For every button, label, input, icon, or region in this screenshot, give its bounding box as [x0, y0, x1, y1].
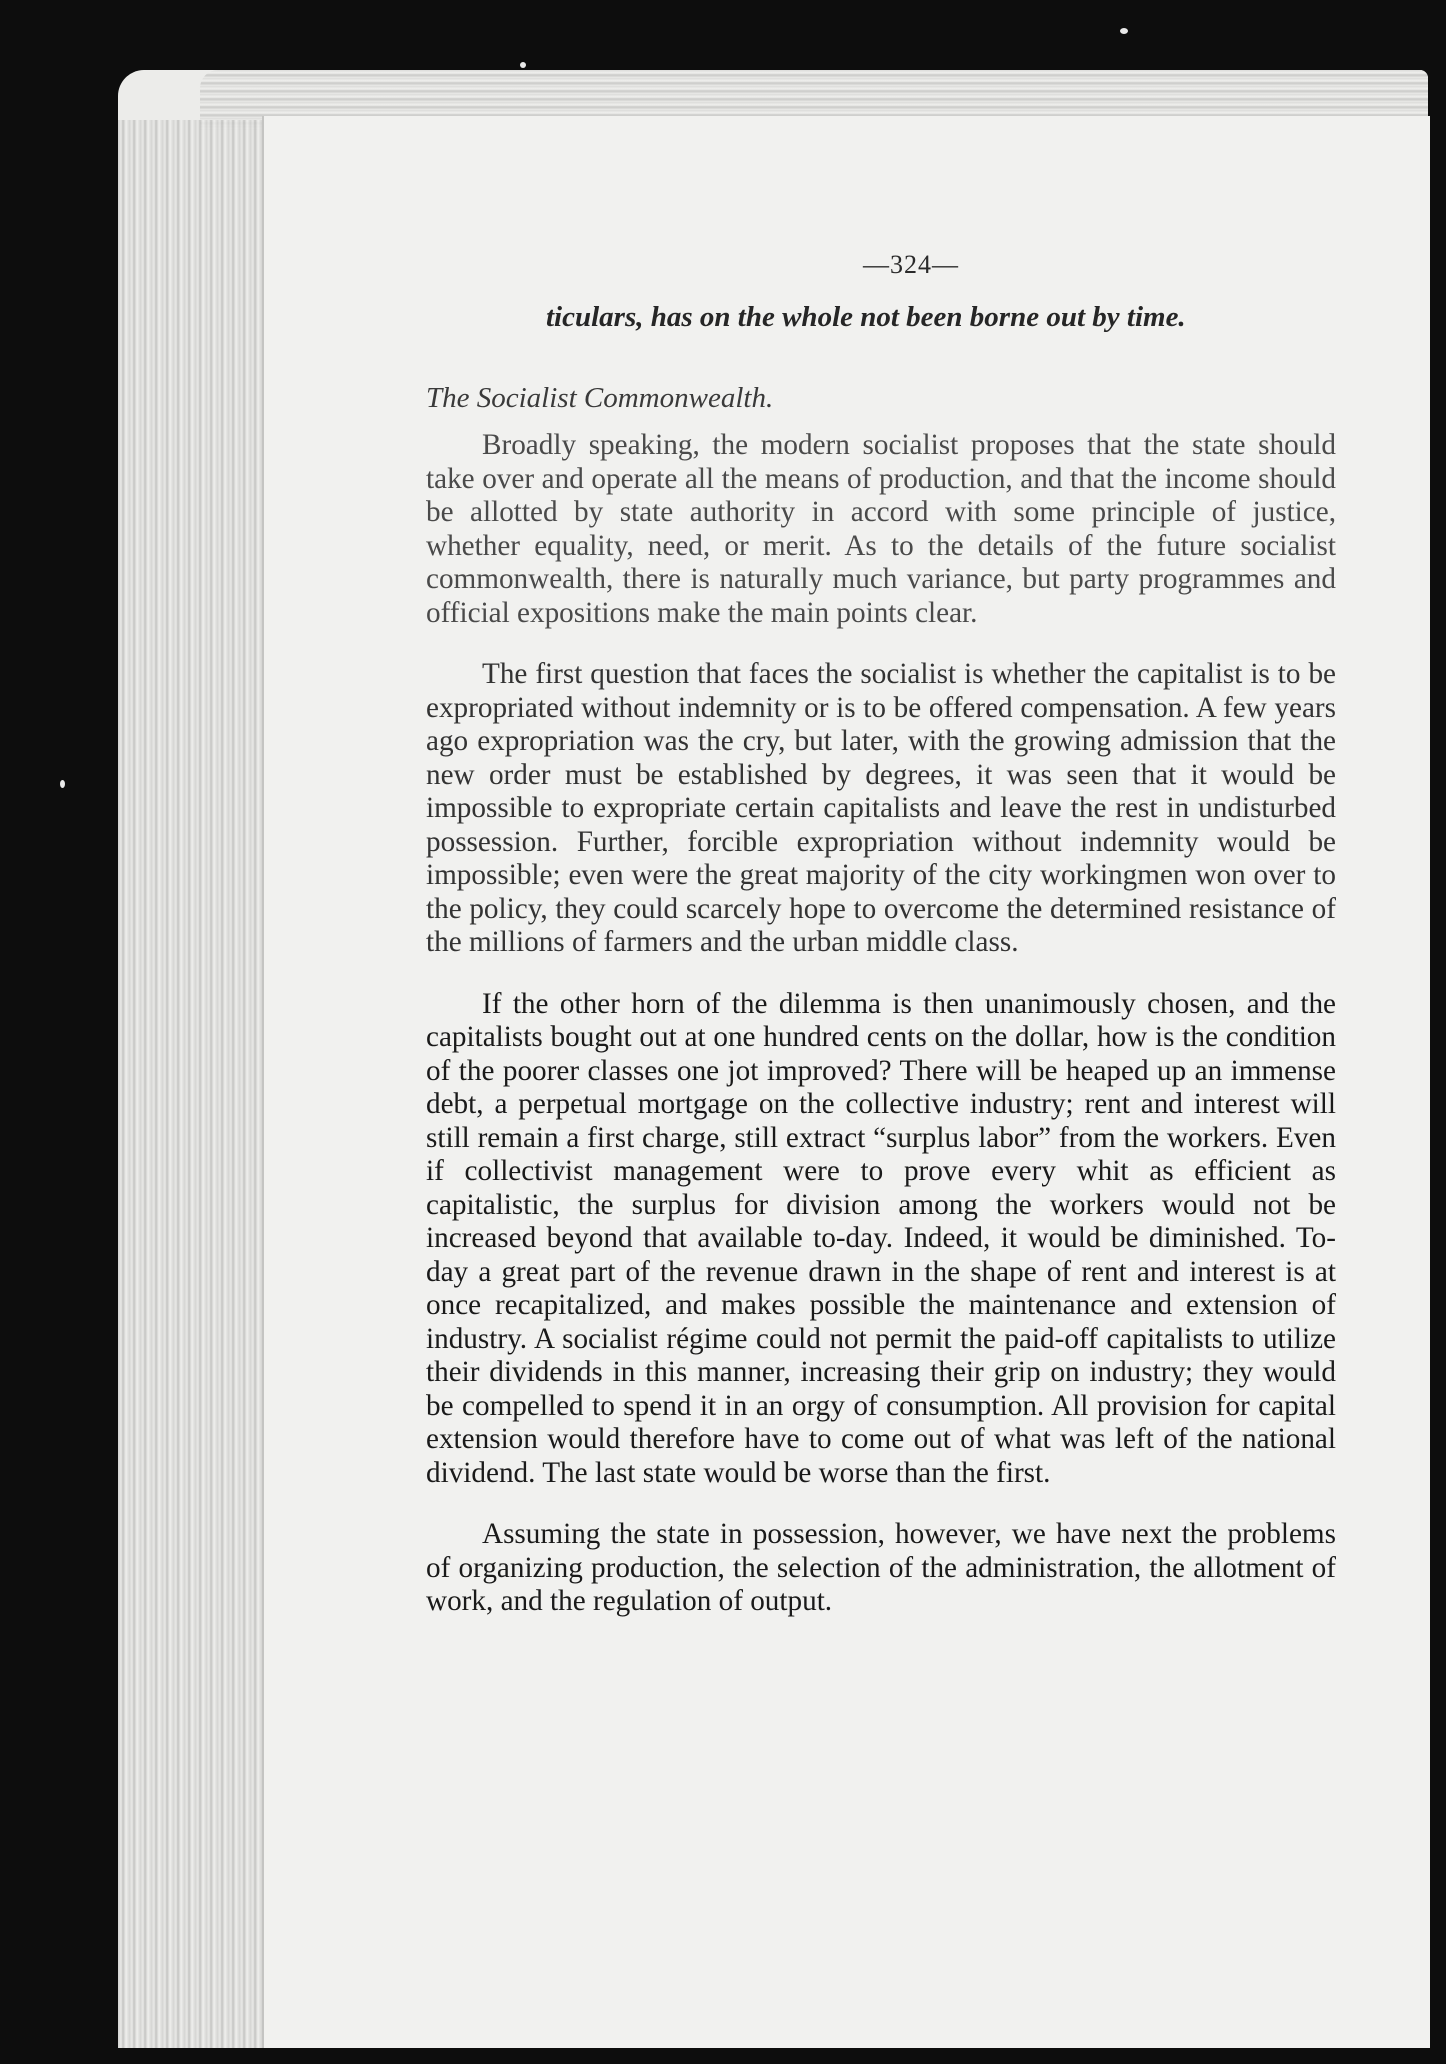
- paragraph-2: The first question that faces the socialist is whether the capitalist is to be expropriated without indemnity or is to be offered compensation. A few years ago expropriation was the cry, but later, with the growing admission that the new order must be established by degrees, it was seen that it would be impossible to expropriate certain capitalists and leave the rest in undisturbed possession. Further, forcible expropriation without indemnity would be impossible; even were the great majority of the city workingmen won over to the policy, they could scarcely hope to overcome the determined resistance of the millions of farmers and the urban middle class.: [426, 658, 1336, 958]
- page-edges-left: [118, 120, 268, 2048]
- section-heading: The Socialist Commonwealth.: [426, 382, 774, 414]
- page-number: —324—: [863, 250, 959, 279]
- scan-speck: [520, 62, 526, 68]
- scan-speck: [60, 780, 65, 788]
- scan-speck: [1120, 28, 1128, 34]
- text-column: [426, 250, 1336, 1647]
- continued-text: ticulars, has on the whole not been borne out by time.: [546, 301, 1186, 333]
- paragraph-4: Assuming the state in possession, however, we have next the problems of organizing production, the selection of the administration, the allotment of work, and the regulation of output.: [426, 1518, 1336, 1617]
- paragraph-1: Broadly speaking, the modern socialist proposes that the state should take over and operate all the means of production, and that the income should be allotted by state authority in accord with some principle of justice, whether equality, need, or merit. As to the details of the future socialist commonwealth, there is naturally much variance, but party programmes and official expositions make the main points clear.: [426, 429, 1336, 629]
- paragraph-3: If the other horn of the dilemma is then unanimously chosen, and the capitalists bought out at one hundred cents on the dollar, how is the condition of the poorer classes one jot improved? There will be heaped up an immense debt, a perpetual mortgage on the collective industry; rent and interest will still remain a first charge, still extract “surplus labor” from the workers. Even if collectivist management were to prove every whit as efficient as capitalistic, the surplus for division among the workers would not be increased beyond that available to-day. Indeed, it would be diminished. To-day a great part of the revenue drawn in the shape of rent and interest is at once recapitalized, and makes possible the maintenance and extension of industry. A socialist régime could not permit the paid-off capitalists to utilize their dividends in this manner, increasing their grip on industry; they would be compelled to spend it in an orgy of consumption. All provision for capital extension would therefore have to come out of what was left of the national dividend. The last state would be worse than the first.: [426, 987, 1336, 1489]
